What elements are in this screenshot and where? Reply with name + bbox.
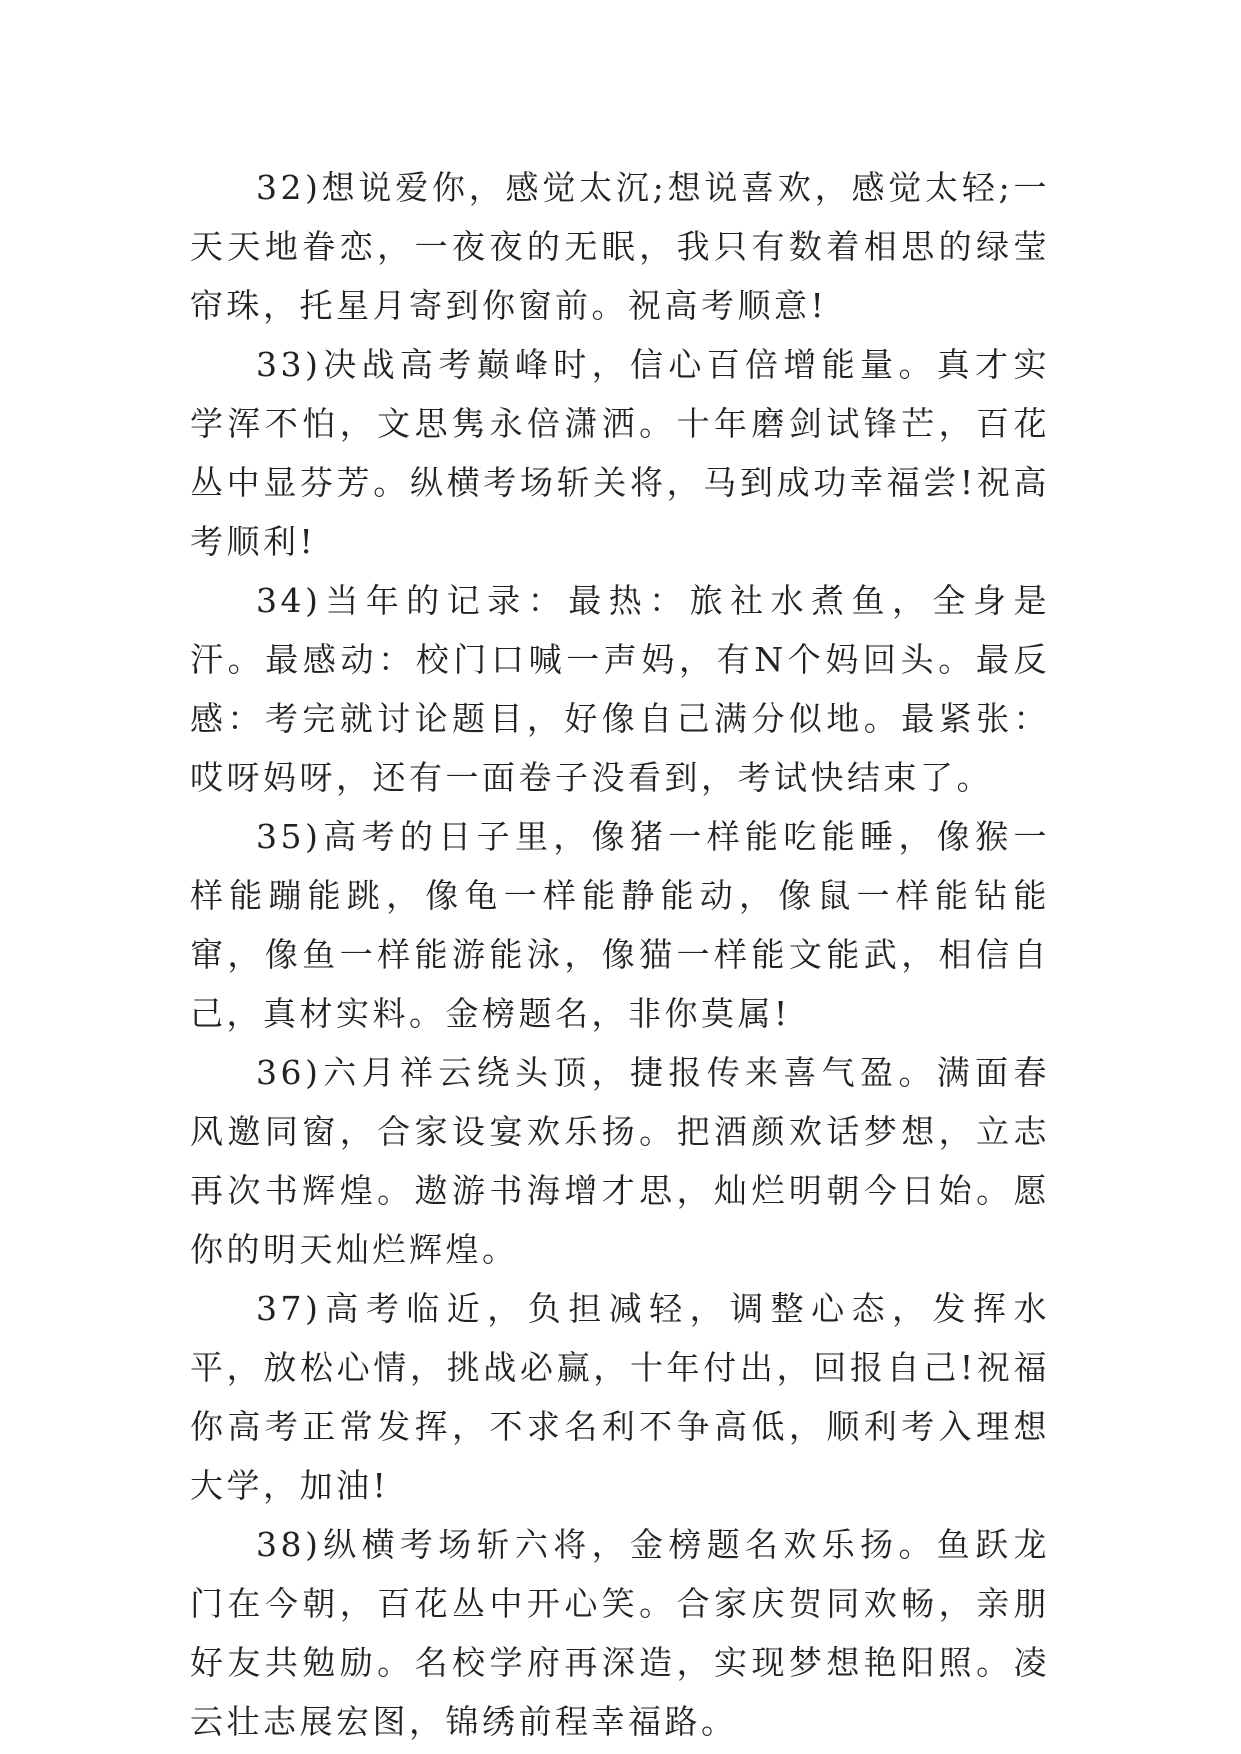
document-body [190, 158, 1050, 1751]
paragraph-36: 36)六月祥云绕头顶，捷报传来喜气盈。满面春风邀同窗，合家设宴欢乐扬。把酒颜欢话梦想，立志再次书辉煌。遨游书海增才思，灿烂明朝今日始。愿你的明天灿烂辉煌。 [190, 1053, 1050, 1269]
paragraph-32: 32)想说爱你，感觉太沉;想说喜欢，感觉太轻;一天天地眷恋，一夜夜的无眠，我只有数着相思的绿莹帘珠，托星月寄到你窗前。祝高考顺意! [190, 168, 1050, 325]
paragraph-37: 37)高考临近，负担减轻，调整心态，发挥水平，放松心情，挑战必赢，十年付出，回报自己!祝福你高考正常发挥，不求名利不争高低，顺利考入理想大学，加油! [190, 1289, 1050, 1505]
paragraph-34: 34)当年的记录：最热：旅社水煮鱼，全身是汗。最感动：校门口喊一声妈，有N个妈回头。最反感：考完就讨论题目，好像自己满分似地。最紧张：哎呀妈呀，还有一面卷子没看到，考试快结束了。 [190, 581, 1050, 797]
paragraph-38: 38)纵横考场斩六将，金榜题名欢乐扬。鱼跃龙门在今朝，百花丛中开心笑。合家庆贺同欢畅，亲朋好友共勉励。名校学府再深造，实现梦想艳阳照。凌云壮志展宏图，锦绣前程幸福路。 [190, 1525, 1050, 1741]
paragraph-33: 33)决战高考巅峰时，信心百倍增能量。真才实学浑不怕，文思隽永倍潇洒。十年磨剑试锋芒，百花丛中显芬芳。纵横考场斩关将，马到成功幸福尝!祝高考顺利! [190, 345, 1050, 561]
paragraph-35: 35)高考的日子里，像猪一样能吃能睡，像猴一样能蹦能跳，像龟一样能静能动，像鼠一样能钻能窜，像鱼一样能游能泳，像猫一样能文能武，相信自己，真材实料。金榜题名，非你莫属! [190, 817, 1050, 1033]
